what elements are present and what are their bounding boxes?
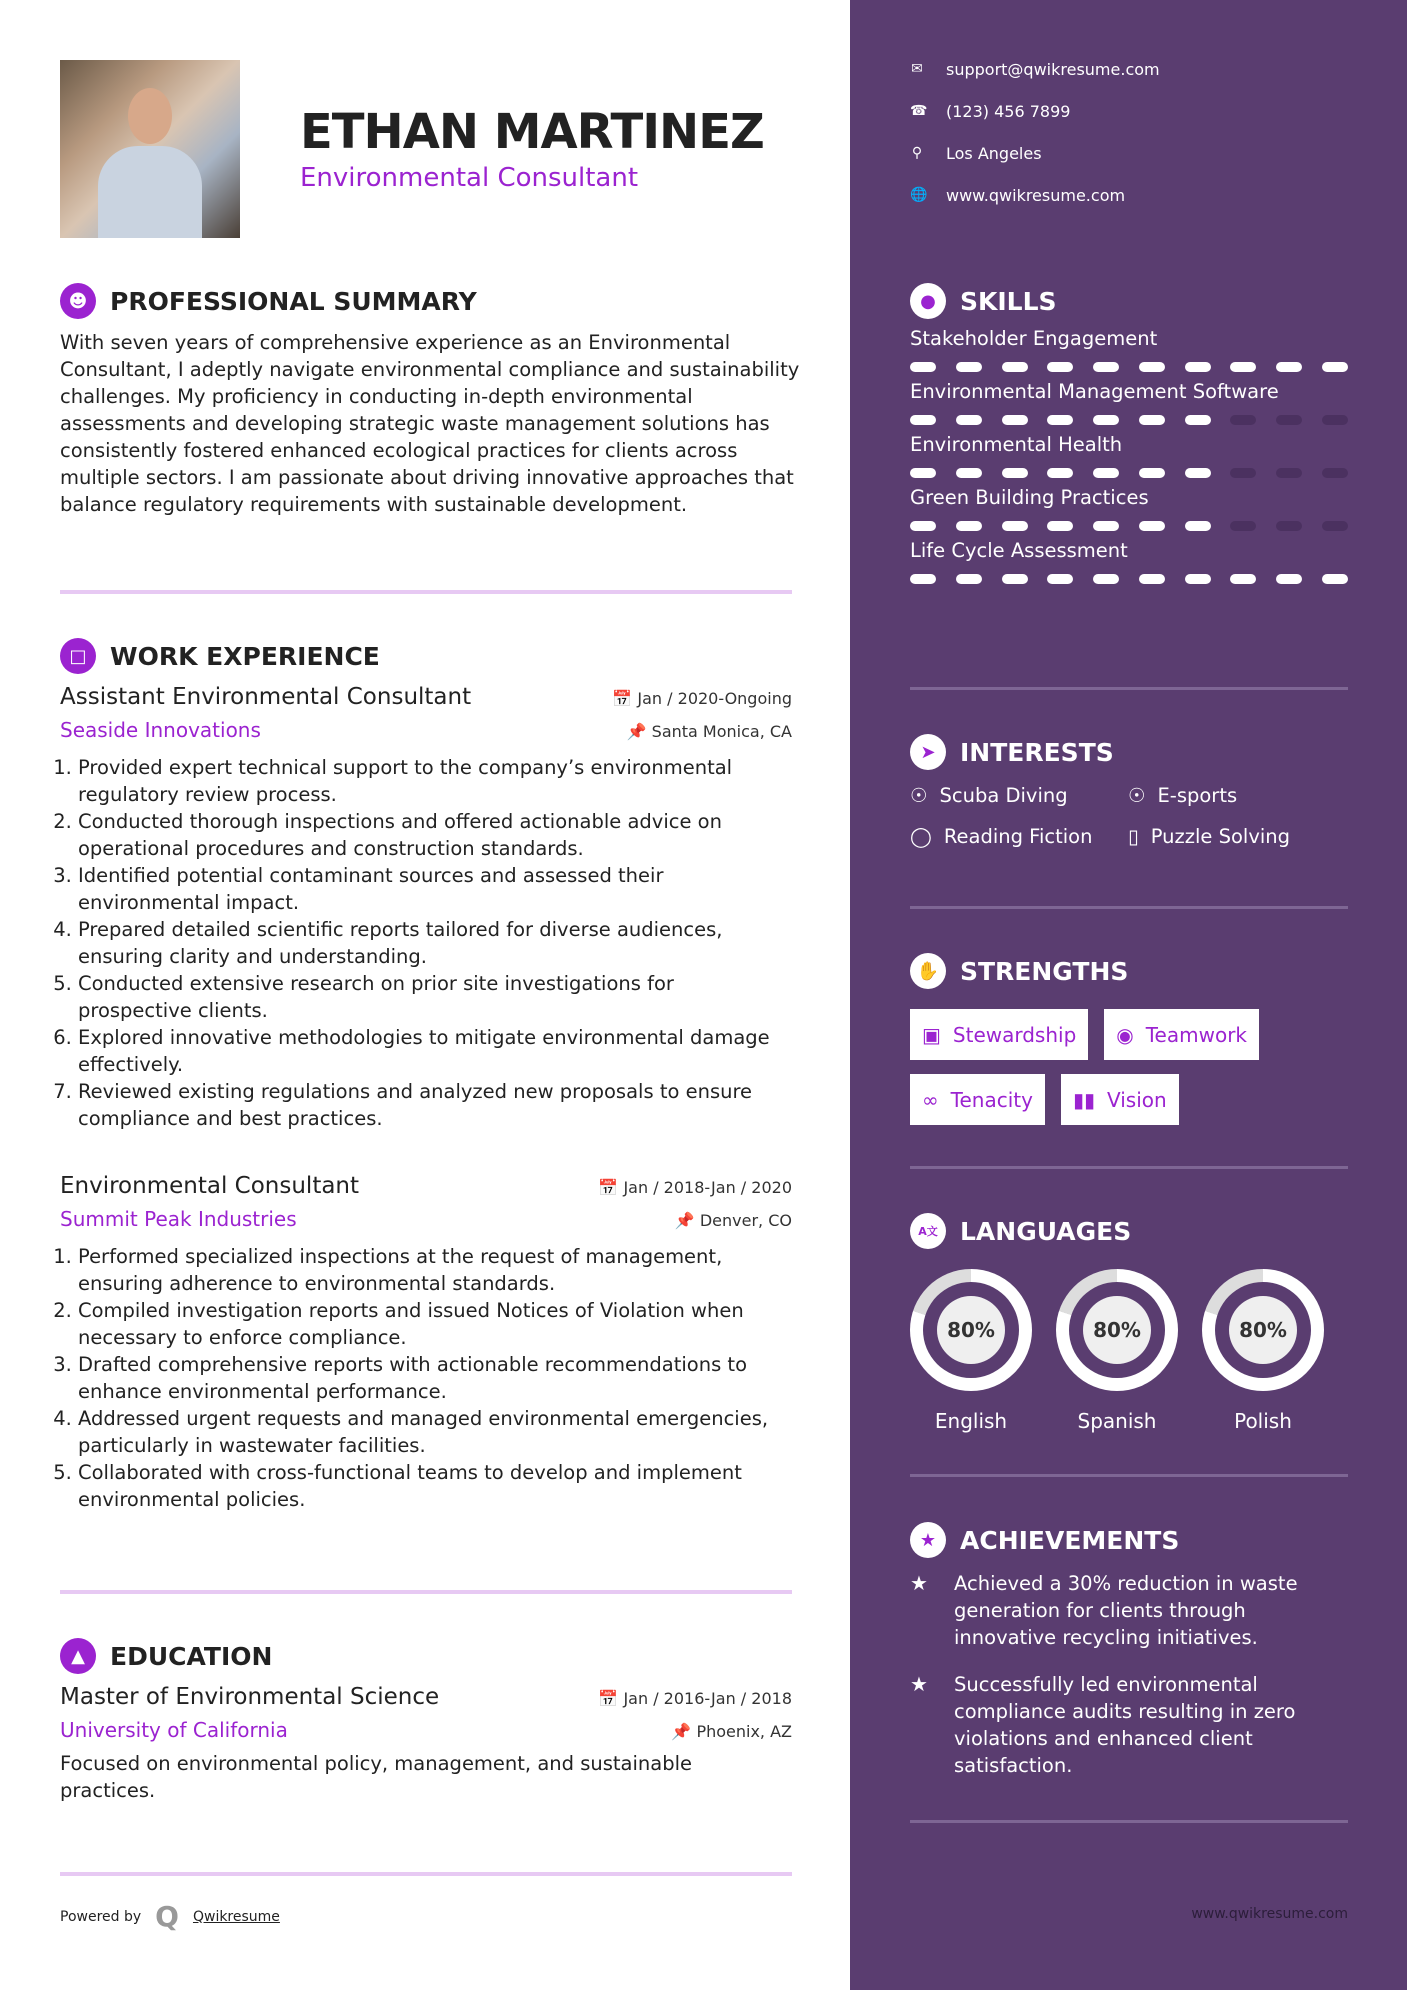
degree: Master of Environmental Science	[60, 1684, 440, 1710]
language-item	[1202, 1269, 1324, 1433]
skill-dash	[1002, 468, 1028, 478]
divider	[910, 1820, 1348, 1823]
lifebuoy-icon: ☉	[910, 784, 928, 807]
skill-dash	[1276, 468, 1302, 478]
strengths-section	[910, 953, 1348, 1125]
divider	[910, 1474, 1348, 1477]
interest-label: Reading Fiction	[943, 825, 1093, 848]
strength-label: Tenacity	[950, 1087, 1033, 1112]
skill-dash	[1002, 415, 1028, 425]
edu-location: Phoenix, AZ	[696, 1722, 792, 1741]
skill-level-bar	[910, 468, 1348, 478]
phone: (123) 456 7899	[946, 101, 1071, 121]
paper-plane-icon: ➤	[910, 734, 946, 770]
languages-section	[910, 1213, 1348, 1433]
divider	[910, 687, 1348, 690]
interest-item	[1128, 784, 1348, 807]
duty-item: 3. Drafted comprehensive reports with actionable recommendations to enhance environmental performance.	[78, 1351, 792, 1405]
skill-dash	[1139, 362, 1165, 372]
email[interactable]: support@qwikresume.com	[946, 59, 1160, 79]
divider	[910, 906, 1348, 909]
calendar-icon: 📅	[598, 1178, 624, 1197]
interest-item	[1128, 825, 1348, 848]
skill-dash	[1093, 468, 1119, 478]
edu-description: Focused on environmental policy, management, and sustainable practices.	[60, 1752, 693, 1802]
skill-dash	[910, 521, 936, 531]
skill-dash	[1185, 415, 1211, 425]
job-entry	[60, 684, 792, 1132]
skill-dash	[1230, 362, 1256, 372]
skill-level-bar	[910, 362, 1348, 372]
skill-dash	[1185, 362, 1211, 372]
strength-chip	[1104, 1009, 1259, 1060]
skill-dash	[1185, 521, 1211, 531]
skill-dash	[1276, 415, 1302, 425]
job-location-wrap	[627, 722, 792, 741]
contact-list	[910, 48, 1160, 216]
duty-item: 5. Conducted extensive research on prior site investigations for prospective clients.	[78, 970, 792, 1024]
book-icon: ▯	[1128, 825, 1139, 848]
section-heading: SKILLS	[960, 286, 1057, 316]
language-item	[910, 1269, 1032, 1433]
duty-item: 7. Reviewed existing regulations and analyzed new proposals to ensure compliance and best practices.	[78, 1078, 792, 1132]
skill-name: Stakeholder Engagement	[910, 327, 1158, 350]
strength-chip	[910, 1074, 1045, 1125]
ring-gap	[1069, 1282, 1165, 1378]
divider	[60, 1590, 792, 1594]
skill-dash	[910, 574, 936, 584]
skill-dash	[1322, 574, 1348, 584]
skill-dash	[1002, 362, 1028, 372]
duty-item: 5. Collaborated with cross-functional teams to develop and implement environmental policies.	[78, 1459, 792, 1513]
skill-dash	[1322, 362, 1348, 372]
language-percent: 80%	[1229, 1296, 1297, 1364]
skill-dash	[1276, 521, 1302, 531]
job-entry	[60, 1173, 792, 1513]
job-date-wrap	[612, 689, 792, 708]
email-icon: ✉	[911, 61, 923, 77]
skill-dash	[1276, 574, 1302, 584]
skill-dash	[956, 468, 982, 478]
calendar-icon: 📅	[598, 1689, 624, 1708]
phone-icon: ☎	[910, 103, 928, 119]
powered-by-label: Powered by	[60, 1908, 142, 1925]
language-progress-ring	[910, 1269, 1032, 1391]
star-icon: ★	[910, 1522, 946, 1558]
summary-text: With seven years of comprehensive experience as an Environmental Consultant, I adeptly navigate environmental compliance and sustainability challenges. My proficiency in conducting in-depth environmental assessments and developing strategic waste management solutions has consistently fostered enhanced ecological practices for clients across multiple sectors. I am passionate about driving innovative approaches that balance regulatory requirements with sustainable development.	[60, 331, 800, 516]
skill-dash	[1230, 415, 1256, 425]
skill-dash	[1139, 574, 1165, 584]
calendar-icon: 📅	[612, 689, 638, 708]
shooting-star-icon: ★	[910, 1672, 928, 1696]
job-company-row	[60, 718, 792, 742]
pin-icon: 📌	[674, 1211, 700, 1230]
strength-label: Stewardship	[952, 1022, 1077, 1047]
skill-dash	[1276, 362, 1302, 372]
website[interactable]: www.qwikresume.com	[946, 185, 1126, 205]
graduation-icon: ▲	[60, 1638, 96, 1674]
chair-icon: □	[60, 638, 96, 674]
language-percent: 80%	[1083, 1296, 1151, 1364]
achievement-text: Achieved a 30% reduction in waste generation for clients through innovative recycling initiatives.	[954, 1572, 1298, 1649]
skill-dash	[1002, 574, 1028, 584]
qwikresume-logo-icon: Q	[155, 1900, 179, 1933]
interest-label: Puzzle Solving	[1150, 825, 1291, 848]
skill-level-bar	[910, 521, 1348, 531]
achievement-item	[910, 1570, 1348, 1651]
users-icon: ◉	[1116, 1022, 1134, 1047]
qwikresume-link[interactable]: Qwikresume	[192, 1908, 280, 1925]
duty-item: 2. Conducted thorough inspections and offered actionable advice on operational procedures and construction standards.	[78, 808, 792, 862]
skill-dash	[1230, 574, 1256, 584]
duty-item: 4. Addressed urgent requests and managed environmental emergencies, particularly in wastewater facilities.	[78, 1405, 792, 1459]
skill-dash	[1139, 415, 1165, 425]
school: University of California	[60, 1718, 288, 1742]
job-duties	[60, 1243, 792, 1513]
user-icon: ☻	[60, 283, 96, 319]
skill-dash	[956, 521, 982, 531]
skill-name: Life Cycle Assessment	[910, 539, 1128, 562]
ring-gap	[1215, 1282, 1311, 1378]
skill-dash	[1047, 468, 1073, 478]
skill-dash	[1093, 521, 1119, 531]
skill-dash	[1093, 574, 1119, 584]
skill-dash	[1322, 521, 1348, 531]
job-duties	[60, 754, 792, 1132]
duty-item: 6. Explored innovative methodologies to mitigate environmental damage effectively.	[78, 1024, 792, 1078]
company-name: Summit Peak Industries	[60, 1207, 297, 1231]
divider	[60, 1872, 792, 1876]
binoculars-icon: ▮▮	[1072, 1087, 1095, 1112]
pin-icon: 📌	[671, 1722, 697, 1741]
job-location: Denver, CO	[699, 1211, 792, 1230]
section-heading: WORK EXPERIENCE	[110, 641, 380, 671]
footer-url[interactable]: www.qwikresume.com	[1191, 1906, 1348, 1922]
skill-dash	[956, 362, 982, 372]
briefcase-icon: ▣	[922, 1022, 941, 1047]
ring-gap	[923, 1282, 1019, 1378]
job-location-wrap	[675, 1211, 792, 1230]
interest-label: E-sports	[1157, 784, 1238, 807]
skill-dash	[1230, 521, 1256, 531]
skill-dash	[956, 415, 982, 425]
summary-section	[60, 283, 800, 518]
skill-dash	[1047, 574, 1073, 584]
globe-icon: 🌐	[910, 187, 928, 203]
candidate-title: Environmental Consultant	[300, 163, 639, 193]
candidate-name: ETHAN MARTINEZ	[300, 104, 764, 160]
skill-level-bar	[910, 574, 1348, 584]
skill-dash	[1139, 468, 1165, 478]
duty-item: 4. Prepared detailed scientific reports tailored for diverse audiences, ensuring clarity and understanding.	[78, 916, 792, 970]
section-heading: EDUCATION	[110, 1641, 273, 1671]
duty-item: 3. Identified potential contaminant sources and assessed their environmental impact.	[78, 862, 792, 916]
achievement-text: Successfully led environmental compliance audits resulting in zero violations and enhanced client satisfaction.	[954, 1673, 1296, 1777]
duty-item: 1. Provided expert technical support to the company’s environmental regulatory review process.	[78, 754, 792, 808]
duty-item: 2. Compiled investigation reports and issued Notices of Violation when necessary to enforce compliance.	[78, 1297, 792, 1351]
skill-dash	[1322, 468, 1348, 478]
language-name: English	[934, 1409, 1008, 1433]
strength-label: Teamwork	[1145, 1022, 1247, 1047]
language-name: Spanish	[1077, 1409, 1157, 1433]
link-icon: ∞	[922, 1087, 939, 1112]
job-date-wrap	[598, 1178, 792, 1197]
language-progress-ring	[1202, 1269, 1324, 1391]
language-progress-ring	[1056, 1269, 1178, 1391]
skill-dash	[956, 574, 982, 584]
location-icon: ⚲	[911, 145, 923, 161]
strength-chip	[1061, 1074, 1179, 1125]
skill-dash	[1139, 521, 1165, 531]
interest-label: Scuba Diving	[939, 784, 1068, 807]
gamepad-icon: ◯	[910, 825, 932, 848]
job-header-row	[60, 684, 792, 710]
section-heading: PROFESSIONAL SUMMARY	[110, 286, 477, 316]
job-date: Jan / 2018-Jan / 2020	[623, 1178, 792, 1197]
job-date: Jan / 2020-Ongoing	[637, 689, 792, 708]
section-heading: STRENGTHS	[960, 956, 1129, 986]
skills-section	[910, 283, 1348, 592]
section-heading: INTERESTS	[960, 737, 1114, 767]
divider	[910, 1166, 1348, 1169]
skill-dash	[910, 415, 936, 425]
profile-photo	[60, 60, 240, 238]
skill-dash	[1047, 362, 1073, 372]
skill-dash	[1002, 521, 1028, 531]
shooting-star-icon: ★	[910, 1571, 928, 1595]
education-section	[60, 1638, 792, 1804]
lightbulb-icon: ●	[910, 283, 946, 319]
skill-dash	[1230, 468, 1256, 478]
skill-dash	[910, 362, 936, 372]
interest-item	[910, 784, 1128, 807]
section-heading: ACHIEVEMENTS	[960, 1525, 1180, 1555]
fist-icon: ✋	[910, 953, 946, 989]
work-heading	[60, 638, 380, 674]
section-heading: LANGUAGES	[960, 1216, 1132, 1246]
divider	[60, 590, 792, 594]
job-location: Santa Monica, CA	[651, 722, 792, 741]
job-title: Assistant Environmental Consultant	[60, 684, 472, 710]
skill-dash	[1185, 468, 1211, 478]
interest-item	[910, 825, 1128, 848]
footer-powered	[60, 1900, 280, 1933]
strength-chip	[910, 1009, 1088, 1060]
achievement-item	[910, 1671, 1348, 1779]
job-title: Environmental Consultant	[60, 1173, 360, 1199]
duty-item: 1. Performed specialized inspections at the request of management, ensuring adherence to environmental standards.	[78, 1243, 792, 1297]
skill-dash	[1093, 415, 1119, 425]
skill-name: Environmental Management Software	[910, 380, 1279, 403]
language-percent: 80%	[937, 1296, 1005, 1364]
lifebuoy-icon: ☉	[1128, 784, 1146, 807]
skill-name: Environmental Health	[910, 433, 1123, 456]
skill-dash	[1047, 415, 1073, 425]
job-header-row	[60, 1173, 792, 1199]
language-name: Polish	[1234, 1409, 1292, 1433]
interests-section	[910, 734, 1370, 848]
strength-label: Vision	[1106, 1087, 1167, 1112]
company-name: Seaside Innovations	[60, 718, 261, 742]
job-company-row	[60, 1207, 792, 1231]
translate-icon: A文	[910, 1213, 946, 1249]
pin-icon: 📌	[626, 722, 652, 741]
skill-name: Green Building Practices	[910, 486, 1149, 509]
skill-dash	[1047, 521, 1073, 531]
skill-dash	[910, 468, 936, 478]
language-item	[1056, 1269, 1178, 1433]
skill-dash	[1093, 362, 1119, 372]
location: Los Angeles	[946, 143, 1042, 163]
edu-date: Jan / 2016-Jan / 2018	[623, 1689, 792, 1708]
skill-dash	[1185, 574, 1211, 584]
achievements-section	[910, 1522, 1348, 1779]
skill-dash	[1322, 415, 1348, 425]
skill-level-bar	[910, 415, 1348, 425]
